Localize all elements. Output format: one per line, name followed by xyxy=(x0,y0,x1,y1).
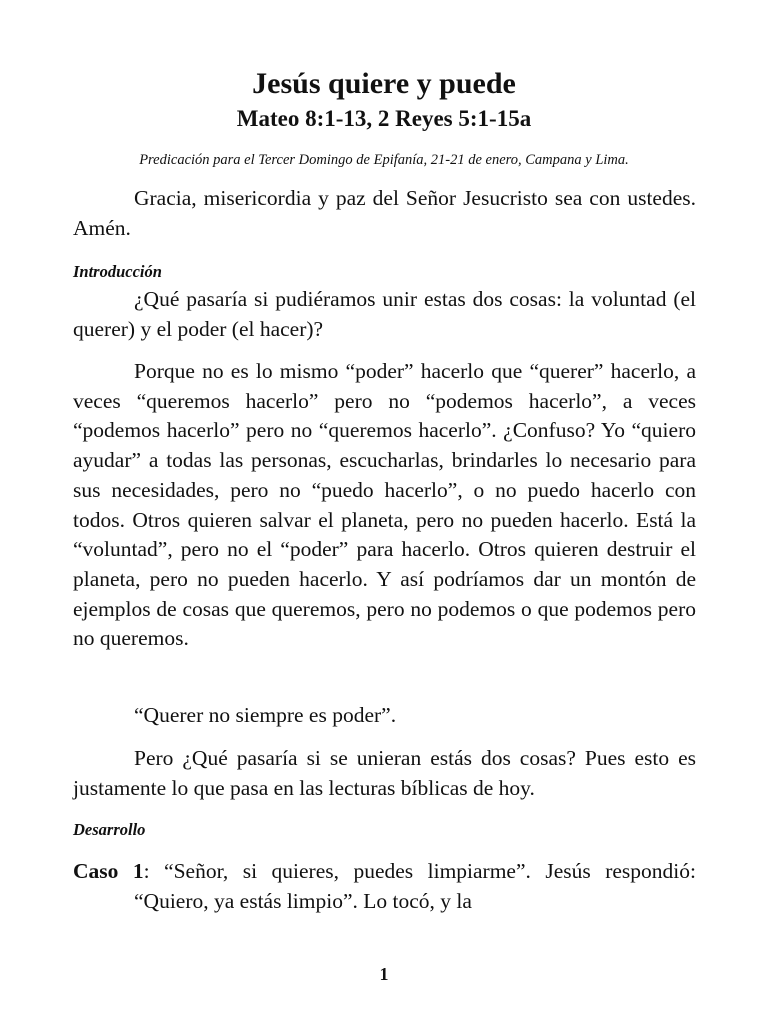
greeting-paragraph: Gracia, misericordia y paz del Señor Jesucristo sea con ustedes. Amén. xyxy=(73,186,696,240)
caso-paragraph xyxy=(73,857,696,916)
intro-paragraph-2: Porque no es lo mismo “poder” hacerlo que “querer” hacerlo, a veces “queremos hacerlo” pero no “podemos hacerlo”, a veces “podemos hacerlo” pero no “queremos hacerlo”. ¿Confuso? Yo “quiero ayudar” a todas las personas, escucharlas, brindarles lo necesario para sus necesidades, pero no “puedo hacerlo”, o no puedo hacerlo con todos. Otros quieren salvar el planeta, pero no pueden hacerlo. Está la “voluntad”, pero no el “poder” para hacerlo. Otros quieren destruir el planeta, pero no pueden hacerlo. Y así podríamos dar un montón de ejemplos de cosas que queremos, pero no podemos o que podemos pero no queremos. xyxy=(73,359,696,651)
page-title: Jesús quiere y puede xyxy=(252,67,516,100)
intro-heading: Introducción xyxy=(73,262,162,281)
caso-label: Caso 1 xyxy=(73,859,144,883)
page-number: 1 xyxy=(379,964,389,984)
intro-paragraph-4: Pero ¿Qué pasaría si se unieran estás dos cosas? Pues esto es justamente lo que pasa en las lecturas bíblicas de hoy. xyxy=(73,746,696,800)
caso-text: : “Señor, si quieres, puedes limpiarme”. Jesús respondió: “Quiero, ya estás limpio”. Lo tocó, y la xyxy=(134,859,696,913)
intro-paragraph-1: ¿Qué pasaría si pudiéramos unir estas dos cosas: la voluntad (el querer) y el poder (el hacer)? xyxy=(73,287,696,341)
development-heading: Desarrollo xyxy=(73,820,146,839)
intro-paragraph-3: “Querer no siempre es poder”. xyxy=(134,703,397,727)
sermon-note: Predicación para el Tercer Domingo de Epifanía, 21-21 de enero, Campana y Lima. xyxy=(139,152,629,168)
scripture-reference: Mateo 8:1-13, 2 Reyes 5:1-15a xyxy=(236,106,532,131)
